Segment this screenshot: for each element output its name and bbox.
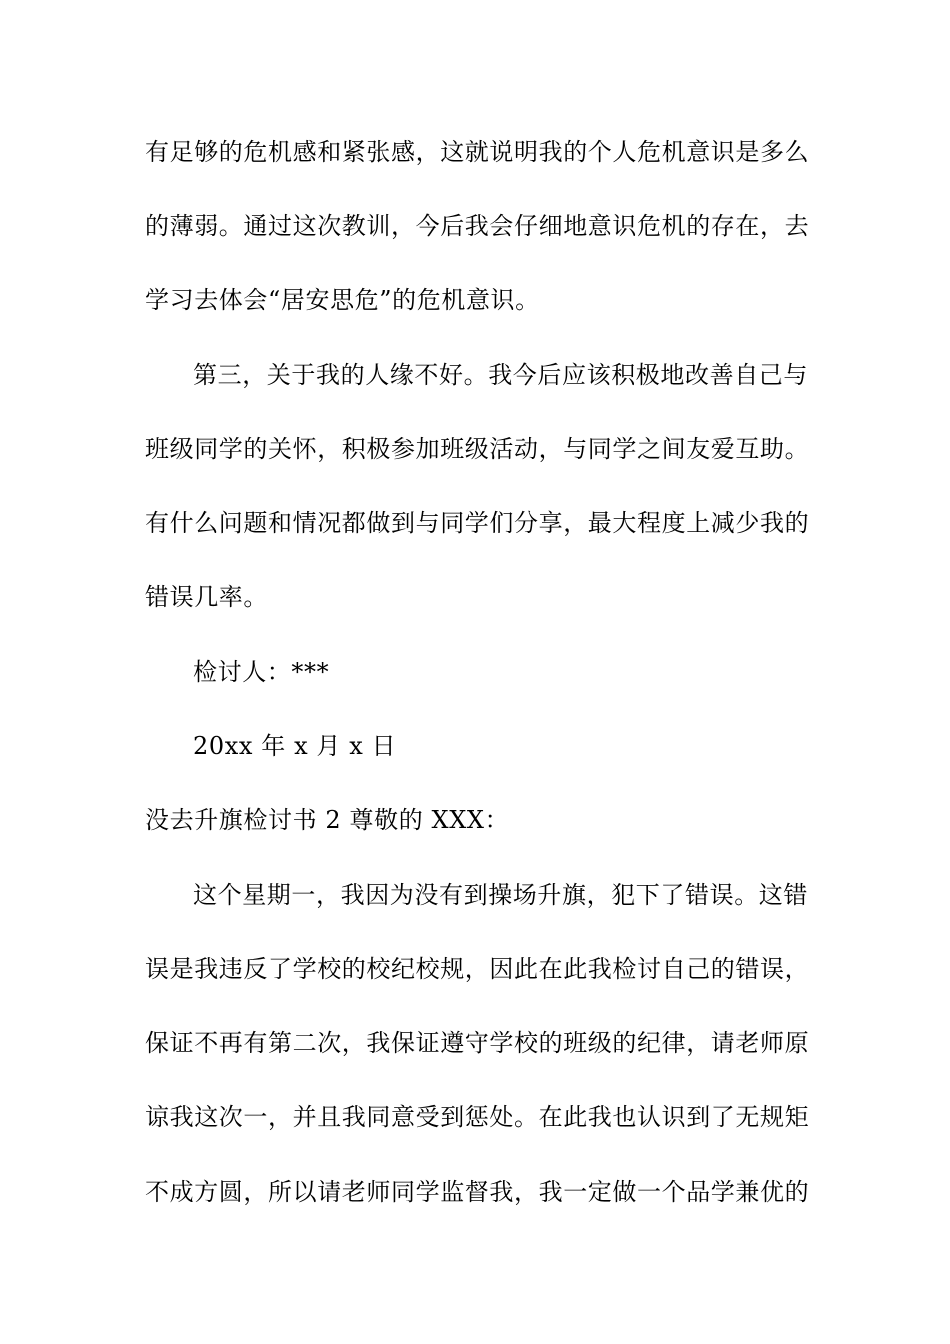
text-line: 学习去体会“居安思危”的危机意识。 (145, 286, 540, 314)
paragraph-start-line: 第三，关于我的人缘不好。我今后应该积极地改善自己与 (193, 361, 808, 389)
text-line: 不成方圆，所以请老师同学监督我，我一定做一个品学兼优的 (145, 1178, 810, 1206)
text-line: 的薄弱。通过这次教训，今后我会仔细地意识危机的存在，去 (145, 212, 810, 240)
date-line: 20xx 年 x 月 x 日 (193, 732, 397, 760)
section-heading: 没去升旗检讨书 2 尊敬的 XXX： (145, 806, 510, 834)
signature-line: 检讨人：*** (193, 658, 330, 686)
text-line: 误是我违反了学校的校纪校规，因此在此我检讨自己的错误， (145, 955, 810, 983)
text-line: 谅我这次一，并且我同意受到惩处。在此我也认识到了无规矩 (145, 1103, 810, 1131)
text-line: 错误几率。 (145, 583, 268, 611)
text-line: 有足够的危机感和紧张感，这就说明我的个人危机意识是多么 (145, 138, 810, 166)
text-line: 有什么问题和情况都做到与同学们分享，最大程度上减少我的 (145, 509, 810, 537)
text-line: 保证不再有第二次，我保证遵守学校的班级的纪律，请老师原 (145, 1029, 810, 1057)
paragraph-start-line: 这个星期一，我因为没有到操场升旗，犯下了错误。这错 (193, 881, 808, 909)
text-line: 班级同学的关怀，积极参加班级活动，与同学之间友爱互助。 (145, 435, 810, 463)
